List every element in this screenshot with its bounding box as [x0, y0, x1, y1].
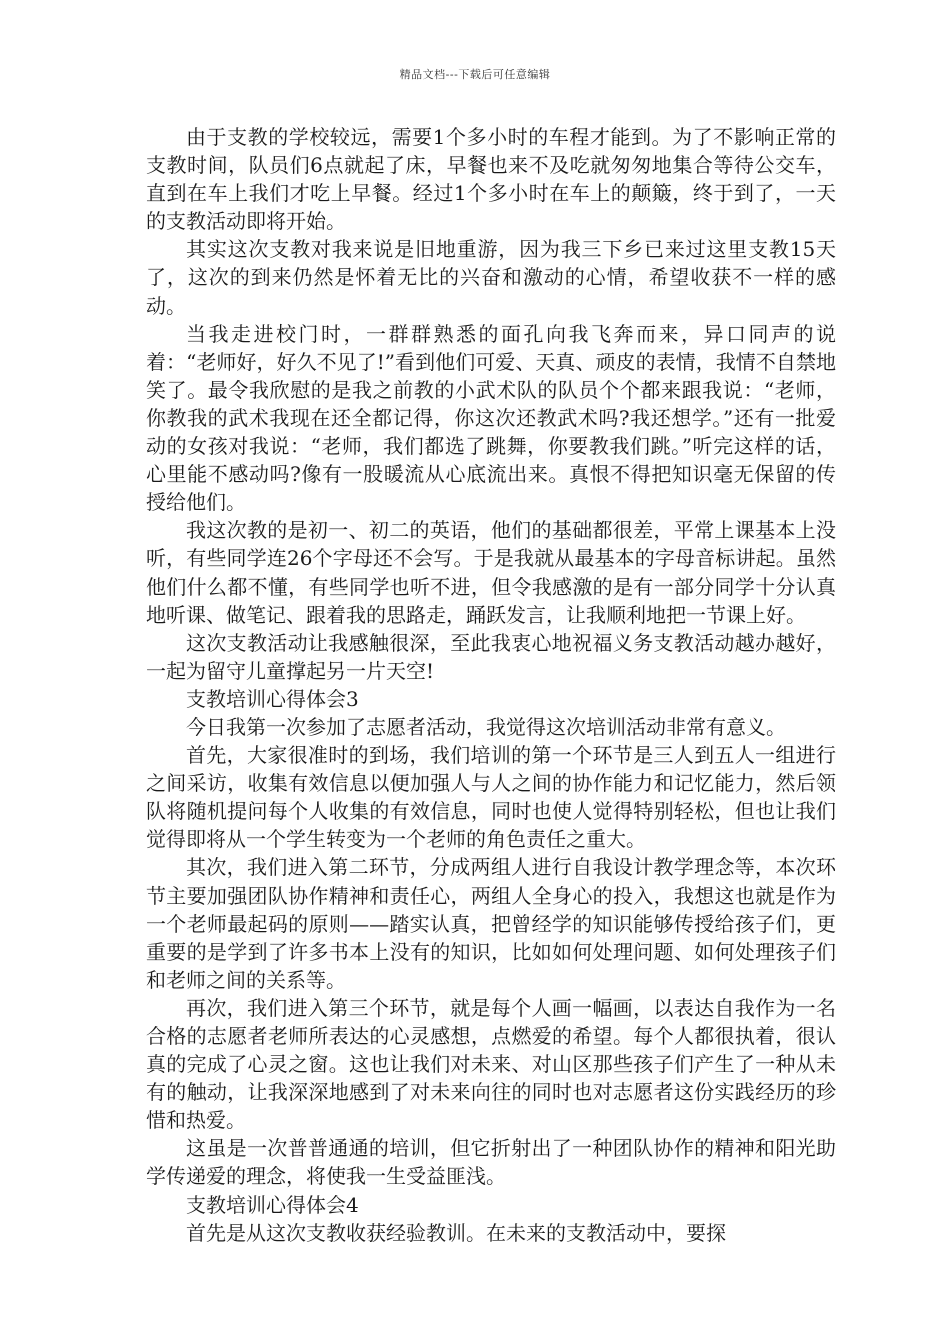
page-header: 精品文档---下载后可任意编辑 [399, 68, 551, 81]
paragraph: 这次支教活动让我感触很深，至此我衷心地祝福义务支教活动越办越好，一起为留守儿童撑起另一片天空! [146, 630, 836, 683]
paragraph: 今日我第一次参加了志愿者活动，我觉得这次培训活动非常有意义。 [186, 714, 786, 739]
paragraph: 这虽是一次普普通通的培训，但它折射出了一种团队协作的精神和阳光助学传递爱的理念，将使我一生受益匪浅。 [146, 1136, 836, 1189]
paragraph: 由于支教的学校较远，需要1个多小时的车程才能到。为了不影响正常的支教时间，队员们6点就起了床，早餐也来不及吃就匆匆地集合等待公交车，直到在车上我们才吃上早餐。经过1个多小时在车上的颠簸，终于到了，一天的支教活动即将开始。 [146, 125, 836, 234]
paragraph: 其实这次支教对我来说是旧地重游，因为我三下乡已来过这里支教15天了，这次的到来仍然是怀着无比的兴奋和激动的心情，希望收获不一样的感动。 [146, 237, 836, 318]
paragraph: 我这次教的是初一、初二的英语，他们的基础都很差，平常上课基本上没听，有些同学连26个字母还不会写。于是我就从最基本的字母音标讲起。虽然他们什么都不懂，有些同学也听不进，但令我感激的是有一部分同学十分认真地听课、做笔记、跟着我的思路走，踊跃发言，让我顺利地把一节课上好。 [146, 518, 836, 627]
paragraph: 当我走进校门时，一群群熟悉的面孔向我飞奔而来，异口同声的说着：“老师好，好久不见了!”看到他们可爱、天真、顽皮的表情，我情不自禁地笑了。最令我欣慰的是我之前教的小武术队的队员个个都来跟我说：“老师，你教我的武术我现在还全都记得，你这次还教武术吗?我还想学。”还有一批爱动的女孩对我说：“老师，我们都选了跳舞，你要教我们跳。”听完这样的话，心里能不感动吗?像有一股暖流从心底流出来。真恨不得把知识毫无保留的传授给他们。 [146, 321, 836, 515]
section-heading: 支教培训心得体会4 [186, 1192, 359, 1217]
paragraph: 再次，我们进入第三个环节，就是每个人画一幅画，以表达自我作为一名合格的志愿者老师所表达的心灵感想，点燃爱的希望。每个人都很执着，很认真的完成了心灵之窗。这也让我们对未来、对山区那些孩子们产生了一种从未有的触动，让我深深地感到了对未来向往的同时也对志愿者这份实践经历的珍惜和热爱。 [146, 995, 836, 1133]
paragraph: 首先是从这次支教收获经验教训。在未来的支教活动中，要探 [186, 1220, 726, 1245]
paragraph: 其次，我们进入第二环节，分成两组人进行自我设计教学理念等，本次环节主要加强团队协作精神和责任心，两组人全身心的投入，我想这也就是作为一个老师最起码的原则——踏实认真，把曾经学的知识能够传授给孩子们，更重要的是学到了许多书本上没有的知识，比如如何处理问题、如何处理孩子们和老师之间的关系等。 [146, 855, 836, 992]
document-body [146, 123, 836, 1247]
section-heading: 支教培训心得体会3 [186, 686, 359, 711]
paragraph: 首先，大家很准时的到场，我们培训的第一个环节是三人到五人一组进行之间采访，收集有效信息以便加强人与人之间的协作能力和记忆能力，然后领队将随机提问每个人收集的有效信息，同时也使人觉得特别轻松，但也让我们觉得即将从一个学生转变为一个老师的角色责任之重大。 [146, 743, 836, 852]
